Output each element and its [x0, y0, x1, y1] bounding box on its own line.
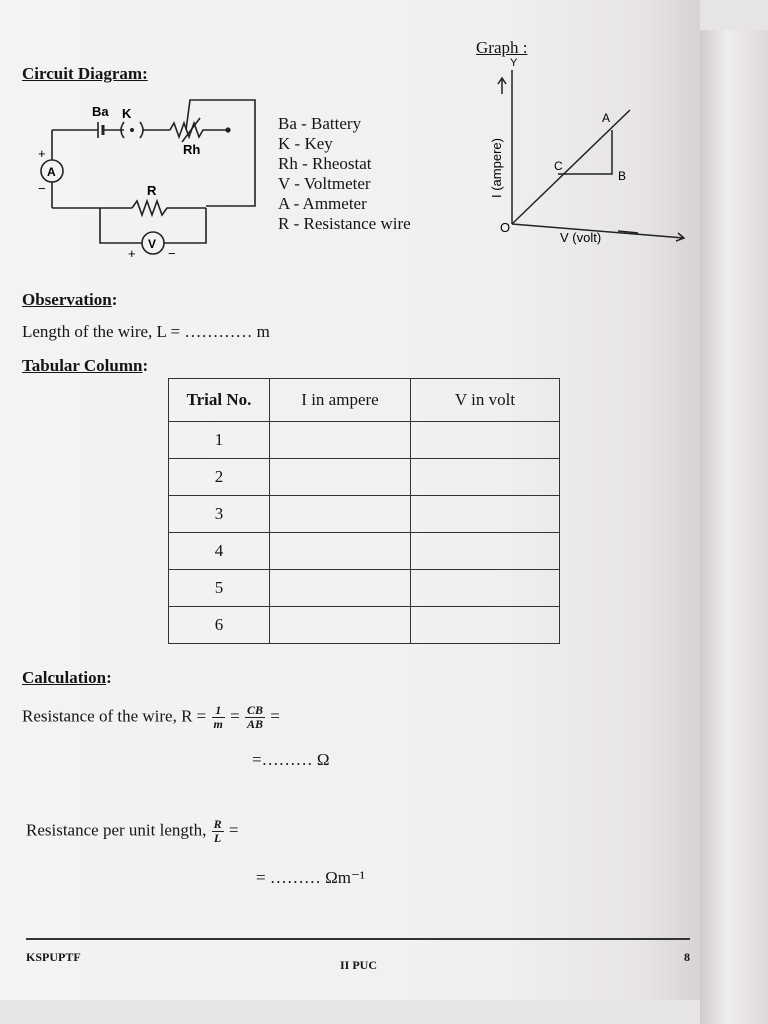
legend-item: V - Voltmeter	[278, 174, 371, 193]
unit-length-prefix: Resistance per unit length,	[26, 820, 207, 840]
label-ba: Ba	[92, 104, 109, 119]
tabular-column-heading: Tabular Column:	[22, 356, 149, 375]
trial-number: 5	[169, 570, 270, 607]
resistance-per-length-formula	[26, 818, 238, 845]
fraction-cb-over-ab: $\frac{CB}{AB}$	[246, 703, 263, 731]
equals-sign: =	[230, 706, 240, 726]
x-axis-label: V (volt)	[560, 230, 602, 245]
table-row	[169, 496, 560, 533]
page-edge	[700, 30, 768, 1024]
voltage-cell[interactable]	[411, 570, 560, 607]
label-a: A	[47, 165, 56, 179]
current-cell[interactable]	[270, 570, 411, 607]
table-header-row	[169, 379, 560, 422]
point-c: C	[554, 159, 563, 173]
header-voltage: V in volt	[411, 379, 560, 422]
voltmeter-minus: −	[168, 246, 176, 261]
trial-number: 6	[169, 607, 270, 644]
y-axis-label: I (ampere)	[489, 138, 504, 198]
footer-rule	[26, 938, 690, 940]
current-cell[interactable]	[270, 422, 411, 459]
trial-number: 4	[169, 533, 270, 570]
legend-item: K - Key	[278, 134, 333, 153]
legend	[278, 114, 411, 234]
fraction-r-over-l: $\frac{R}{L}$	[213, 817, 222, 845]
circuit-diagram-heading: Circuit Diagram:	[22, 64, 148, 83]
observation-heading: Observation:	[22, 290, 118, 309]
equals-sign: =	[270, 706, 280, 726]
wire-length-line: Length of the wire, L = ………… m	[22, 322, 270, 341]
voltmeter-plus: +	[128, 246, 136, 261]
resistance-formula	[22, 704, 280, 731]
voltage-cell[interactable]	[411, 459, 560, 496]
current-cell[interactable]	[270, 459, 411, 496]
footer-left: KSPUPTF	[26, 950, 81, 964]
ammeter-plus: +	[38, 146, 46, 161]
origin-label: O	[500, 220, 511, 235]
graph-heading: Graph :	[476, 38, 528, 57]
voltage-cell[interactable]	[411, 422, 560, 459]
point-b: B	[618, 169, 627, 183]
label-rh: Rh	[183, 142, 201, 157]
trial-number: 3	[169, 496, 270, 533]
legend-item: R - Resistance wire	[278, 214, 411, 233]
table-row	[169, 607, 560, 644]
label-v: V	[148, 237, 157, 251]
voltage-cell[interactable]	[411, 496, 560, 533]
fraction-one-over-m: $\frac{1}{m}$	[213, 703, 223, 731]
vi-graph	[488, 56, 693, 248]
current-cell[interactable]	[270, 496, 411, 533]
footer-center: II PUC	[340, 958, 378, 972]
circuit-diagram	[30, 96, 270, 266]
page-number: 8	[684, 950, 690, 964]
legend-item: Rh - Rheostat	[278, 154, 372, 173]
point-a: A	[602, 111, 611, 125]
current-cell[interactable]	[270, 533, 411, 570]
calculation-heading: Calculation:	[22, 668, 112, 687]
table-row	[169, 422, 560, 459]
y-axis-letter: Y	[510, 57, 518, 69]
voltage-cell[interactable]	[411, 533, 560, 570]
current-cell[interactable]	[270, 607, 411, 644]
observation-table	[168, 378, 560, 644]
trial-number: 1	[169, 422, 270, 459]
ammeter-minus: −	[38, 181, 46, 196]
header-trial-no: Trial No.	[169, 379, 270, 422]
trial-number: 2	[169, 459, 270, 496]
resistance-per-length-result: = ……… Ωm⁻¹	[256, 868, 366, 887]
table-row	[169, 570, 560, 607]
equals-sign: =	[228, 820, 239, 840]
label-r: R	[147, 183, 157, 198]
label-k: K	[122, 106, 132, 121]
legend-item: Ba - Battery	[278, 114, 362, 133]
resistance-prefix: Resistance of the wire, R =	[22, 706, 207, 726]
table-row	[169, 533, 560, 570]
table-row	[169, 459, 560, 496]
header-current: I in ampere	[270, 379, 411, 422]
resistance-result: =……… Ω	[252, 750, 330, 769]
legend-item: A - Ammeter	[278, 194, 367, 213]
voltage-cell[interactable]	[411, 607, 560, 644]
rheostat-terminal	[225, 127, 230, 132]
